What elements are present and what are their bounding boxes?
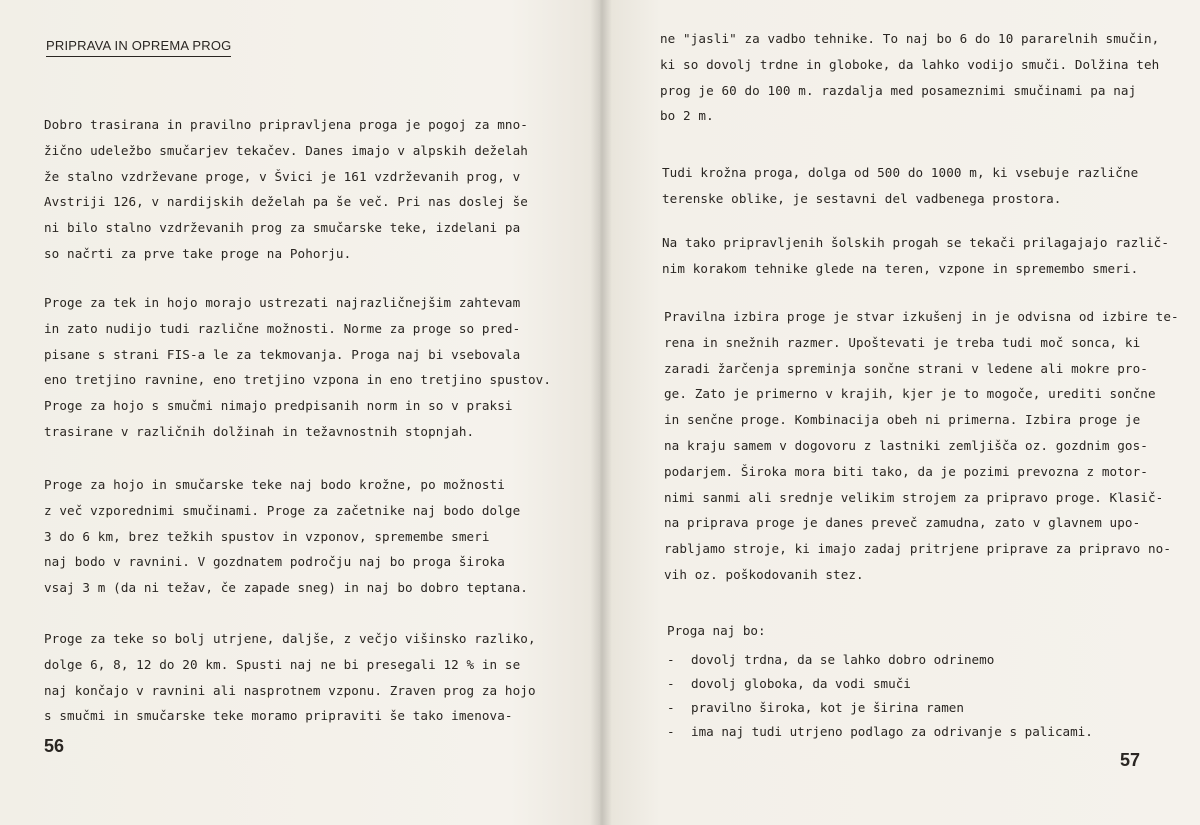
list-item: - pravilno široka, kot je širina ramen [667, 700, 964, 715]
text-line: so načrti za prve take proge na Pohorju. [44, 245, 352, 261]
text-line: trasirane v različnih dolžinah in težavnostnih stopnjah. [44, 423, 475, 439]
text-line: 3 do 6 km, brez težkih spustov in vzponov, spremembe smeri [44, 528, 490, 544]
paragraph [44, 112, 528, 267]
text-line: s smučmi in smučarske teke moramo pripraviti še tako imenova- [44, 708, 513, 724]
paragraph [44, 290, 551, 445]
list-item: - dovolj trdna, da se lahko dobro odrinemo [667, 652, 995, 667]
text-line: na priprava proge je danes preveč zamudna, zato v glavnem upo- [664, 515, 1141, 531]
text-line: in zato nudijo tudi različne možnosti. Norme za proge so pred- [44, 320, 521, 336]
text-line: prog je 60 do 100 m. razdalja med posameznimi smučinami pa naj [660, 82, 1137, 98]
section-heading: PRIPRAVA IN OPREMA PROG [46, 38, 231, 57]
text-line: nimi sanmi ali srednje velikim strojem za pripravo proge. Klasič- [664, 489, 1164, 505]
text-line: ki so dovolj trdne in globoke, da lahko vodijo smuči. Dolžina teh [660, 56, 1160, 72]
text-line: ge. Zato je primerno v krajih, kjer je to mogoče, urediti sončne [664, 386, 1156, 402]
text-line: rena in snežnih razmer. Upoštevati je treba tudi moč sonca, ki [664, 334, 1141, 350]
text-line: Proge za hojo s smučmi nimajo predpisanih norm in so v praksi [44, 398, 513, 414]
text-line: bo 2 m. [660, 108, 714, 124]
text-line: zaradi žarčenja spreminja sončne strani v ledene ali mokre pro- [664, 360, 1148, 376]
list-item: - dovolj globoka, da vodi smuči [667, 676, 911, 691]
text-line: eno tretjino ravnine, eno tretjino vzpona in eno tretjino spustov. [44, 372, 552, 388]
text-line: podarjem. Široka mora biti tako, da je pozimi prevozna z motor- [664, 463, 1148, 479]
text-line: pisane s strani FIS-a le za tekmovanja. Proga naj bi vsebovala [44, 346, 521, 362]
text-line: vsaj 3 m (da ni težav, če zapade sneg) in naj bo dobro teptana. [44, 580, 528, 596]
text-line: Tudi krožna proga, dolga od 500 do 1000 m, ki vsebuje različne [662, 165, 1139, 180]
book-gutter [590, 0, 612, 825]
text-line: Proge za tek in hojo morajo ustrezati najrazličnejšim zahtevam [44, 295, 521, 310]
paragraph [44, 472, 528, 601]
text-line: naj končajo v ravnini ali nasprotnem vzponu. Zraven prog za hojo [44, 682, 536, 698]
text-line: z več vzporednimi smučinami. Proge za začetnike naj bodo dolge [44, 502, 521, 518]
text-line: naj bodo v ravnini. V gozdnatem področju naj bo proga široka [44, 554, 505, 570]
paragraph [664, 304, 1179, 588]
paragraph [44, 626, 536, 729]
text-line: terenske oblike, je sestavni del vadbenega prostora. [662, 190, 1062, 206]
text-line: vih oz. poškodovanih stez. [664, 566, 864, 582]
text-line: in senčne proge. Kombinacija obeh ni primerna. Izbira proge je [664, 412, 1141, 428]
text-line: ne "jasli" za vadbo tehnike. To naj bo 6 do 10 pararelnih smučin, [660, 31, 1160, 46]
page-number: 56 [44, 736, 65, 756]
paragraph [660, 26, 1159, 129]
list-item: - ima naj tudi utrjeno podlago za odrivanje s palicami. [667, 724, 1093, 739]
text-line: ni bilo stalno vzdrževanih prog za smučarske teke, izdelani pa [44, 220, 521, 236]
paragraph [662, 230, 1169, 282]
requirements-list [667, 618, 1093, 744]
text-line: žično udeležbo smučarjev tekačev. Danes imajo v alpskih deželah [44, 142, 528, 158]
page-number: 57 [1120, 750, 1141, 770]
text-line: Pravilna izbira proge je stvar izkušenj in je odvisna od izbire te- [664, 309, 1179, 324]
text-line: Proge za hojo in smučarske teke naj bodo krožne, po možnosti [44, 477, 505, 492]
paragraph [662, 160, 1138, 212]
text-line: Na tako pripravljenih šolskih progah se tekači prilagajajo različ- [662, 235, 1170, 250]
text-line: rabljamo stroje, ki imajo zadaj pritrjene priprave za pripravo no- [664, 541, 1172, 557]
text-line: na kraju samem v dogovoru z lastniki zemljišča oz. gozdnim gos- [664, 437, 1148, 453]
text-line: Proge za teke so bolj utrjene, daljše, z večjo višinsko razliko, [44, 631, 536, 646]
text-line: že stalno vzdrževane proge, v Švici je 161 vzdrževanih prog, v [44, 168, 521, 184]
text-line: Avstriji 126, v nardijskih deželah pa še več. Pri nas doslej še [44, 194, 528, 210]
text-line: dolge 6, 8, 12 do 20 km. Spusti naj ne bi presegali 12 % in se [44, 656, 521, 672]
list-title: Proga naj bo: [667, 623, 766, 638]
text-line: Dobro trasirana in pravilno pripravljena proga je pogoj za mno- [44, 117, 528, 132]
text-line: nim korakom tehnike glede na teren, vzpone in spremembo smeri. [662, 260, 1139, 276]
